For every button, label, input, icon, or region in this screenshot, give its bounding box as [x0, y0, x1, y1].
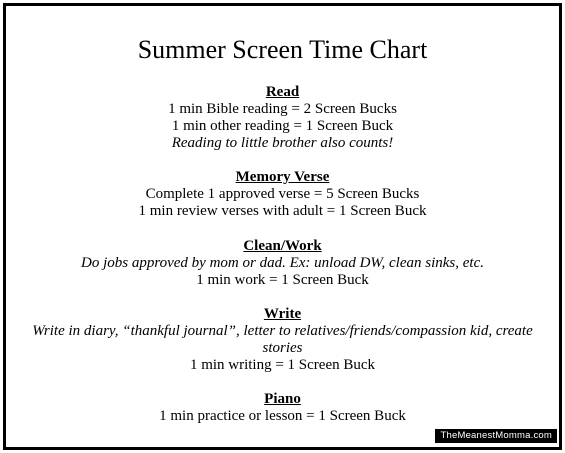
- page-title: Summer Screen Time Chart: [137, 35, 428, 64]
- memory-verse-line-1: Complete 1 approved verse = 5 Screen Bucks: [145, 186, 420, 202]
- section-clean-work: [6, 238, 559, 289]
- clean-work-line-1: 1 min work = 1 Screen Buck: [196, 272, 369, 288]
- clean-work-note: Do jobs approved by mom or dad. Ex: unload DW, clean sinks, etc.: [81, 255, 484, 271]
- section-piano: [6, 391, 559, 425]
- section-heading-piano: Piano: [264, 391, 301, 407]
- section-read: [6, 84, 559, 152]
- write-note-line-2: stories: [262, 340, 303, 356]
- read-line-1: 1 min Bible reading = 2 Screen Bucks: [168, 101, 397, 117]
- watermark-label: TheMeanestMomma.com: [435, 429, 557, 443]
- section-heading-memory-verse: Memory Verse: [235, 169, 330, 185]
- section-write: [6, 306, 559, 374]
- chart-content: [6, 6, 559, 447]
- read-line-2: 1 min other reading = 1 Screen Buck: [171, 118, 394, 134]
- memory-verse-line-2: 1 min review verses with adult = 1 Screen Buck: [138, 203, 427, 219]
- section-memory-verse: [6, 169, 559, 220]
- piano-line-1: 1 min practice or lesson = 1 Screen Buck: [159, 408, 406, 424]
- section-heading-read: Read: [265, 84, 300, 100]
- read-note: Reading to little brother also counts!: [171, 135, 394, 151]
- write-line-1: 1 min writing = 1 Screen Buck: [189, 357, 376, 373]
- section-heading-write: Write: [263, 306, 302, 322]
- section-heading-clean-work: Clean/Work: [243, 238, 322, 254]
- write-note-line-1: Write in diary, “thankful journal”, letter to relatives/friends/compassion kid, create: [32, 323, 533, 339]
